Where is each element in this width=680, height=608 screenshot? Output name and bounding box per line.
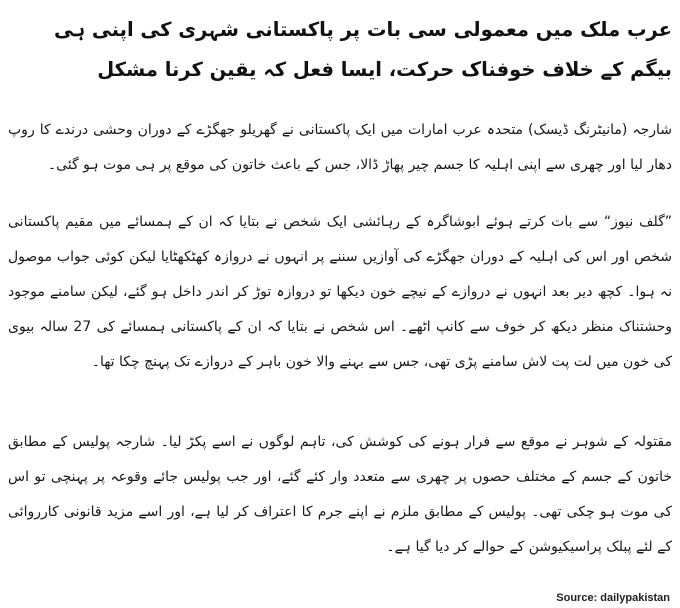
source-credit: Source: dailypakistan (556, 592, 670, 604)
article-paragraph-3: مقتولہ کے شوہر نے موقع سے فرار ہونے کی کوشش کی، تاہم لوگوں نے اسے پکڑ لیا۔ شارجہ پولیس کے مطابق خاتون کے جسم کے مختلف حصوں پر چھری سے متعدد وار کئے گئے، اور جب پولیس جائے وقوعہ پر پہنچی تو اس کی موت ہو چکی تھی۔ پولیس کے مطابق ملزم نے اپنے جرم کا اعتراف کر لیا ہے، اور اسے مزید قانونی کارروائی کے لئے پبلک پراسیکیوشن کے حوالے کر دیا گیا ہے۔ (8, 434, 673, 555)
article-paragraph-2: ”گلف نیوز“ سے بات کرتے ہوئے ابوشاگرہ کے رہائشی ایک شخص نے بتایا کہ ان کے ہمسائے میں مقیم پاکستانی شخص اور اس کی اہلیہ کے دوران جھگڑے کی آوازیں سننے پر انہوں نے دروازہ کھٹکھٹایا لیکن کوئی جواب موصول نہ ہوا۔ کچھ دیر بعد انہوں نے دروازے کے نیچے خون دیکھا تو دروازہ توڑ کر اندر داخل ہو گئے، لیکن سامنے موجود وحشتناک منظر دیکھ کر خوف سے کانپ اٹھے۔ اس شخص نے بتایا کہ ان کے پاکستانی ہمسائے کی 27 سالہ بیوی کی خون میں لت پت لاش سامنے پڑی تھی، جس سے بہنے والا خون باہر کے دروازے تک پہنچ چکا تھا۔ (8, 214, 672, 370)
article-headline: عرب ملک میں معمولی سی بات پر پاکستانی شہری کی اپنی ہی بیگم کے خلاف خوفناک حرکت، ایسا فعل کہ یقین کرنا مشکل (53, 18, 672, 81)
article-paragraph-1: شارجہ (مانیٹرنگ ڈیسک) متحدہ عرب امارات میں ایک پاکستانی نے گھریلو جھگڑے کے دوران وحشی درندے کا روپ دھار لیا اور چھری سے اپنی اہلیہ کا جسم چیر پھاڑ ڈالا، جس کے باعث خاتون کی موقع پر ہی موت ہو گئی۔ (8, 122, 672, 173)
